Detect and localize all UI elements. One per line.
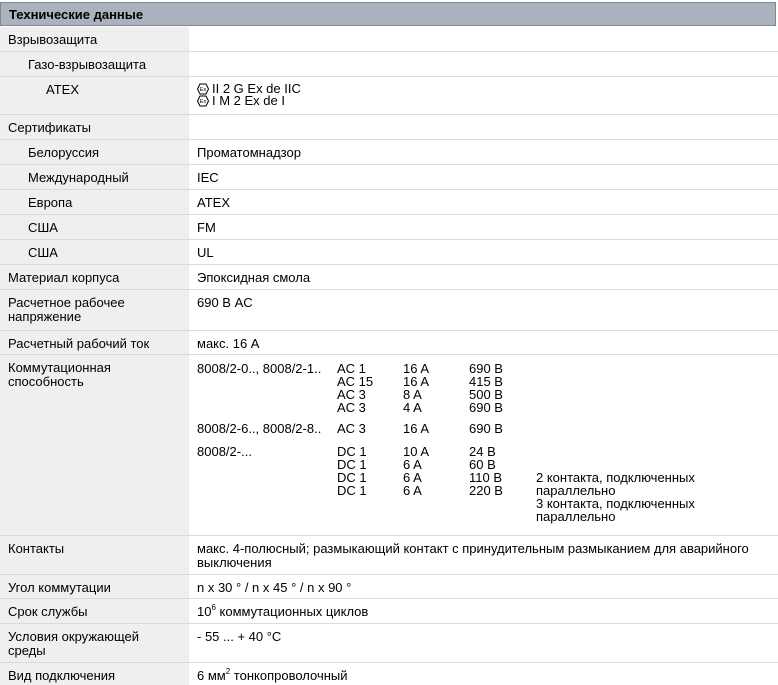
switching-note: 3 контакта, подключенных bbox=[536, 496, 695, 511]
switching-current: 10 A bbox=[403, 444, 430, 459]
row-cert-usa-fm bbox=[0, 215, 778, 240]
switching-current: 16 A bbox=[403, 374, 430, 389]
label-service-life: Срок службы bbox=[8, 604, 88, 619]
switching-voltage: 690 B bbox=[469, 421, 503, 436]
row-cert-belarus bbox=[0, 140, 778, 165]
cert-region: Белоруссия bbox=[28, 145, 100, 160]
label-atex: ATEX bbox=[46, 82, 79, 97]
row-cert-europe bbox=[0, 190, 778, 215]
row-contacts bbox=[0, 536, 778, 575]
cert-value: IEC bbox=[197, 170, 219, 185]
switching-current: 6 A bbox=[403, 470, 422, 485]
switching-note: 2 контакта, подключенных bbox=[536, 470, 695, 485]
switching-voltage: 690 B bbox=[469, 400, 503, 415]
label-switching-capacity: Коммутационная способность bbox=[8, 360, 111, 389]
switching-current: 4 A bbox=[403, 400, 422, 415]
row-certificates bbox=[0, 115, 778, 140]
switching-model: 8008/2-... bbox=[197, 444, 252, 459]
utilization-category: DC 1 bbox=[337, 444, 367, 459]
row-explosion-protection bbox=[0, 27, 778, 52]
utilization-category: AC 3 bbox=[337, 400, 366, 415]
cert-region: Международный bbox=[28, 170, 129, 185]
row-rated-current bbox=[0, 331, 778, 355]
label-environment: Условия окружающей среды bbox=[8, 629, 140, 658]
value-rated-voltage: 690 В AC bbox=[197, 295, 253, 310]
switching-current: 8 A bbox=[403, 387, 422, 402]
connection-rest: тонкопроволочный bbox=[230, 668, 348, 683]
switching-model: 8008/2-6.., 8008/2-8.. bbox=[197, 421, 322, 436]
value-connection-type bbox=[197, 669, 348, 683]
utilization-category: AC 15 bbox=[337, 374, 374, 389]
value-contacts: макс. 4-полюсный; размыкающий контакт с принудительным размыканием для аварийного выключения bbox=[197, 541, 749, 570]
switching-current: 6 A bbox=[403, 457, 422, 472]
row-cert-international bbox=[0, 165, 778, 190]
ex-hexagon-icon bbox=[197, 95, 209, 107]
utilization-category: AC 3 bbox=[337, 387, 366, 402]
label-connection-type: Вид подключения bbox=[8, 668, 116, 683]
utilization-category: AC 3 bbox=[337, 421, 366, 436]
row-rated-voltage bbox=[0, 290, 778, 331]
svg-text:Ex: Ex bbox=[199, 99, 207, 106]
cert-value: FM bbox=[197, 220, 216, 235]
atex-line-2: I M 2 Ex de I bbox=[212, 93, 285, 108]
row-housing-material bbox=[0, 265, 778, 290]
ex-hexagon-icon bbox=[197, 83, 209, 95]
label-gas-protection: Газо-взрывозащита bbox=[28, 57, 147, 72]
cert-region: США bbox=[28, 220, 58, 235]
service-life-base: 10 bbox=[197, 604, 212, 619]
value-switching-angle: n x 30 ° / n x 45 ° / n x 90 ° bbox=[197, 580, 352, 595]
switching-voltage: 24 B bbox=[469, 444, 496, 459]
cert-value: UL bbox=[197, 245, 214, 260]
value-housing-material: Эпоксидная смола bbox=[197, 270, 311, 285]
service-life-exponent: 6 bbox=[211, 603, 216, 612]
connection-exponent: 2 bbox=[225, 667, 231, 676]
switching-current: 16 A bbox=[403, 421, 430, 436]
utilization-category: DC 1 bbox=[337, 470, 367, 485]
cert-value: Проматомнадзор bbox=[197, 145, 301, 160]
utilization-category: DC 1 bbox=[337, 457, 367, 472]
value-service-life bbox=[197, 605, 368, 619]
service-life-unit: коммутационных циклов bbox=[215, 604, 369, 619]
value-rated-current: макс. 16 A bbox=[197, 336, 260, 351]
row-environment bbox=[0, 624, 778, 663]
cert-value: ATEX bbox=[197, 195, 230, 210]
row-atex bbox=[0, 77, 778, 115]
label-housing-material: Материал корпуса bbox=[8, 270, 120, 285]
table-title: Технические данные bbox=[9, 7, 144, 22]
label-explosion-protection: Взрывозащита bbox=[8, 32, 98, 47]
cert-region: США bbox=[28, 245, 58, 260]
switching-voltage: 690 B bbox=[469, 361, 503, 376]
switching-note: параллельно bbox=[536, 483, 616, 498]
cert-region: Европа bbox=[28, 195, 73, 210]
utilization-category: AC 1 bbox=[337, 361, 366, 376]
switching-current: 6 A bbox=[403, 483, 422, 498]
label-switching-angle: Угол коммутации bbox=[8, 580, 111, 595]
label-rated-current: Расчетный рабочий ток bbox=[8, 336, 150, 351]
row-cert-usa-ul bbox=[0, 240, 778, 265]
switching-voltage: 220 B bbox=[469, 483, 503, 498]
label-certificates: Сертификаты bbox=[8, 120, 91, 135]
row-switching-angle bbox=[0, 575, 778, 599]
switching-voltage: 500 B bbox=[469, 387, 503, 402]
svg-text:Ex: Ex bbox=[199, 87, 207, 94]
atex-marking bbox=[197, 83, 301, 107]
switching-note: параллельно bbox=[536, 509, 616, 524]
value-environment: - 55 ... + 40 °C bbox=[197, 629, 282, 644]
atex-line-1: II 2 G Ex de IIC bbox=[212, 81, 301, 96]
row-service-life bbox=[0, 599, 778, 624]
row-gas-protection bbox=[0, 52, 778, 77]
switching-model: 8008/2-0.., 8008/2-1.. bbox=[197, 361, 322, 376]
switching-voltage: 415 B bbox=[469, 374, 503, 389]
switching-current: 16 A bbox=[403, 361, 430, 376]
label-rated-voltage: Расчетное рабочее напряжение bbox=[8, 295, 125, 324]
row-switching-capacity bbox=[0, 355, 778, 536]
switching-voltage: 60 B bbox=[469, 457, 496, 472]
connection-base: 6 мм bbox=[197, 668, 226, 683]
label-contacts: Контакты bbox=[8, 541, 65, 556]
switching-voltage: 110 B bbox=[469, 470, 503, 485]
table-header bbox=[0, 2, 776, 26]
row-connection-type bbox=[0, 663, 778, 685]
utilization-category: DC 1 bbox=[337, 483, 367, 498]
